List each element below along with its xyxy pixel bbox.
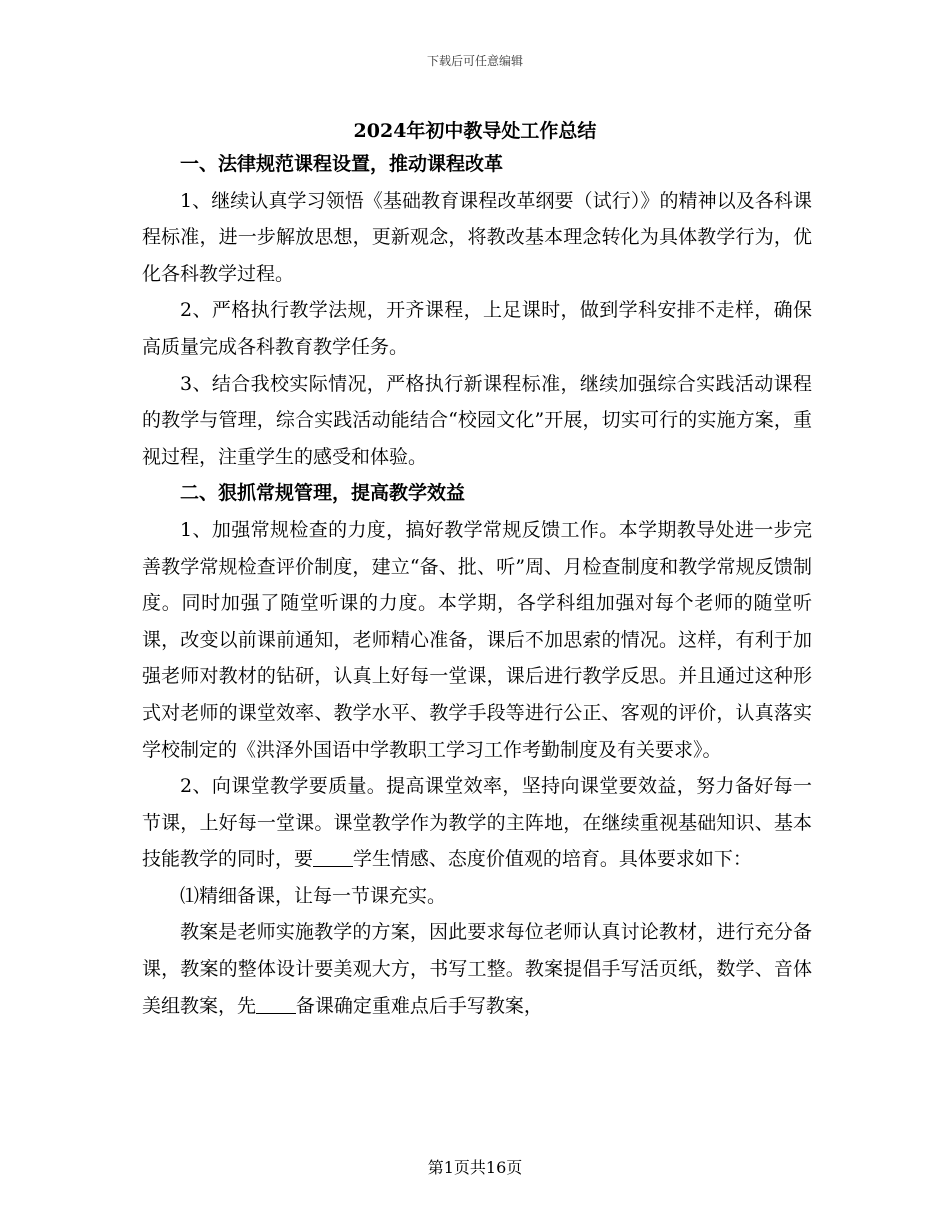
paragraph-text: 学生情感、态度价值观的培育。具体要求如下： [352,848,752,871]
paragraph [142,914,812,1024]
document-body [142,146,812,1024]
paragraph-text: 备课确定重难点后手写教案， [295,994,543,1017]
blank-line [313,847,353,867]
document-title: 2024年初中教导处工作总结 [353,120,597,142]
paragraph: 1、加强常规检查的力度，搞好教学常规反馈工作。本学期教导处进一步完善教学常规检查评价制度，建立“备、批、听”周、月检查制度和教学常规反馈制度。同时加强了随堂听课的力度。本学期，各学科组加强对每个老师的随堂听课，改变以前课前通知，老师精心准备，课后不加思索的情况。这样，有利于加强老师对教材的钻研，认真上好每一堂课，课后进行教学反思。并且通过这种形式对老师的课堂效率、教学水平、教学手段等进行公正、客观的评价，认真落实学校制定的《洪泽外国语中学教职工学习工作考勤制度及有关要求》。 [142,518,812,761]
page-footer: 第1页共16页 [427,1158,523,1177]
paragraph: 2、严格执行教学法规，开齐课程，上足课时，做到学科安排不走样，确保高质量完成各科教育教学任务。 [142,299,812,358]
paragraph-text: 2、向课堂教学要质量。提高课堂效率，坚持向课堂要效益，努力备好每一节课，上好每一堂课。课堂教学作为教学的主阵地，在继续重视基础知识、基本技能教学的同时，要 [142,775,812,871]
list-item: ⑴精细备课，让每一节课充实。 [180,884,447,907]
paragraph: 3、结合我校实际情况，严格执行新课程标准，继续加强综合实践活动课程的教学与管理，综合实践活动能结合“校园文化”开展，切实可行的实施方案，重视过程，注重学生的感受和体验。 [142,372,812,468]
section-heading-1: 一、法律规范课程设置，推动课程改革 [180,153,504,175]
blank-line [256,994,296,1014]
section-heading-2: 二、狠抓常规管理，提高教学效益 [180,482,466,505]
paragraph [142,768,812,878]
page-header: 下载后可任意编辑 [426,54,523,68]
paragraph-text: 教案是老师实施教学的方案，因此要求每位老师认真讨论教材，进行充分备课，教案的整体设计要美观大方，书写工整。教案提倡手写活页纸，数学、音体美组教案，先 [142,921,812,1017]
paragraph: 1、继续认真学习领悟《基础教育课程改革纲要（试行）》的精神以及各科课程标准，进一步解放思想，更新观念，将教改基本理念转化为具体教学行为，优化各科教学过程。 [142,189,812,285]
